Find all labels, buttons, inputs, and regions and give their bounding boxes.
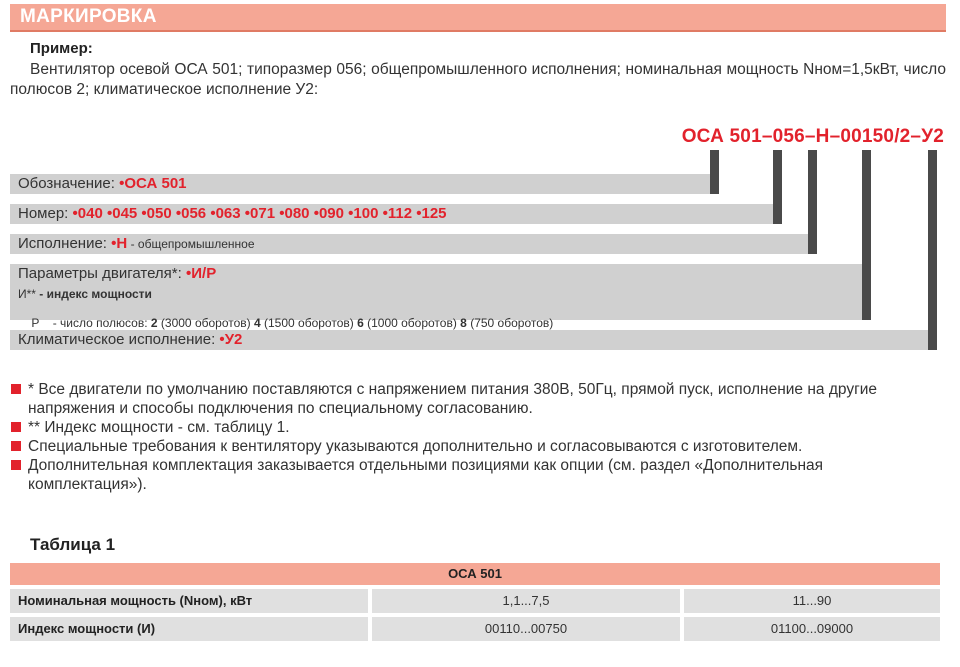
execution-label: Исполнение: xyxy=(18,235,112,252)
bar-execution xyxy=(10,234,808,254)
bullet-square-icon xyxy=(11,460,21,470)
designation-bullet: • xyxy=(119,175,125,192)
power-index-text: - индекс мощности xyxy=(35,287,152,301)
connector-execution xyxy=(808,150,817,254)
pole-desc: (1500 оборотов) xyxy=(260,316,358,330)
row-climate xyxy=(18,331,242,348)
example-label: Пример: xyxy=(30,40,93,57)
bar-climate xyxy=(10,330,928,350)
poles-text: - число полюсов: xyxy=(39,316,151,330)
table-cell: 01100...09000 xyxy=(684,617,940,641)
execution-desc: - общепромышленное xyxy=(127,237,255,251)
poles-key: Р xyxy=(31,316,40,330)
connector-motor xyxy=(862,150,871,320)
bullet-square-icon xyxy=(11,441,21,451)
connector-designation xyxy=(710,150,719,194)
table-row-label: Индекс мощности (И) xyxy=(10,617,368,641)
bullet-square-icon xyxy=(11,422,21,432)
connector-number xyxy=(773,150,782,224)
pole-desc: (750 оборотов) xyxy=(466,316,554,330)
table-title: Таблица 1 xyxy=(30,535,116,554)
example-text: Вентилятор осевой ОСА 501; типоразмер 056; общепромышленного исполнения; номинальная мощность Nном=1,5кВт, число полюсов 2; климатическое исполнение У2: xyxy=(10,61,946,98)
notes-list xyxy=(10,380,946,494)
number-value: •056 xyxy=(175,205,207,222)
note-text: * Все двигатели по умолчанию поставляются с напряжением питания 380В, 50Гц, прямой пуск, исполнение на другие напряжения и способы подключения по специальному согласованию. xyxy=(28,381,877,417)
connector-climate xyxy=(928,150,937,350)
note-text: Дополнительная комплектация заказывается отдельными позициями как опции (см. раздел «Дополнительная комплектация»). xyxy=(28,457,824,493)
number-value: •112 xyxy=(382,205,413,222)
designation-label: Обозначение: xyxy=(18,175,120,192)
pole-count: 6 xyxy=(357,316,364,330)
bullet-square-icon xyxy=(11,384,21,394)
note-text: ** Индекс мощности - см. таблицу 1. xyxy=(28,419,290,436)
marking-code: ОСА 501–056–Н–00150/2–У2 xyxy=(681,126,944,147)
motor-bullet: • xyxy=(185,265,192,282)
execution-bullet: • xyxy=(111,235,117,252)
table-cell: 1,1...7,5 xyxy=(372,589,680,613)
execution-value: Н xyxy=(116,235,128,252)
designation-value: ОСА 501 xyxy=(124,175,187,192)
row-execution xyxy=(18,235,255,252)
section-header xyxy=(10,4,946,32)
number-value: •080 xyxy=(279,205,310,222)
number-value: •090 xyxy=(313,205,344,222)
motor-value: И/Р xyxy=(191,265,217,282)
number-value: •125 xyxy=(416,205,447,222)
number-value: •071 xyxy=(244,205,276,222)
number-value: •050 xyxy=(141,205,172,222)
power-index-key: И** xyxy=(18,287,36,301)
pole-desc: (3000 оборотов) xyxy=(157,316,254,330)
climate-label: Климатическое исполнение: xyxy=(18,331,220,348)
pole-count: 8 xyxy=(460,316,467,330)
pole-count: 4 xyxy=(253,316,261,330)
motor-label: Параметры двигателя*: xyxy=(18,265,186,282)
bar-designation xyxy=(10,174,710,194)
note-item xyxy=(10,456,946,494)
number-label: Номер: xyxy=(18,205,73,222)
bar-motor xyxy=(10,264,862,330)
number-value: •040 xyxy=(72,205,103,222)
climate-value: У2 xyxy=(224,331,243,348)
climate-bullet: • xyxy=(219,331,225,348)
number-value: •045 xyxy=(106,205,138,222)
note-item xyxy=(10,380,946,418)
row-motor xyxy=(18,265,216,282)
section-title: МАРКИРОВКА xyxy=(20,6,157,27)
pole-count: 2 xyxy=(150,316,158,330)
number-value: •100 xyxy=(348,205,379,222)
table-row-label: Номинальная мощность (Nном), кВт xyxy=(10,589,368,613)
note-text: Специальные требования к вентилятору указываются дополнительно и согласовываются с изготовителем. xyxy=(28,438,803,455)
pole-desc: (1000 оборотов) xyxy=(363,316,461,330)
table-cell: 00110...00750 xyxy=(372,617,680,641)
table-header: ОСА 501 xyxy=(10,563,940,585)
note-item xyxy=(10,418,946,437)
row-designation xyxy=(18,175,187,192)
motor-power-index xyxy=(18,287,152,301)
bar-number xyxy=(10,204,773,224)
number-value: •063 xyxy=(210,205,241,222)
row-number xyxy=(18,205,447,222)
table-cell: 11...90 xyxy=(684,589,940,613)
note-item xyxy=(10,437,946,456)
